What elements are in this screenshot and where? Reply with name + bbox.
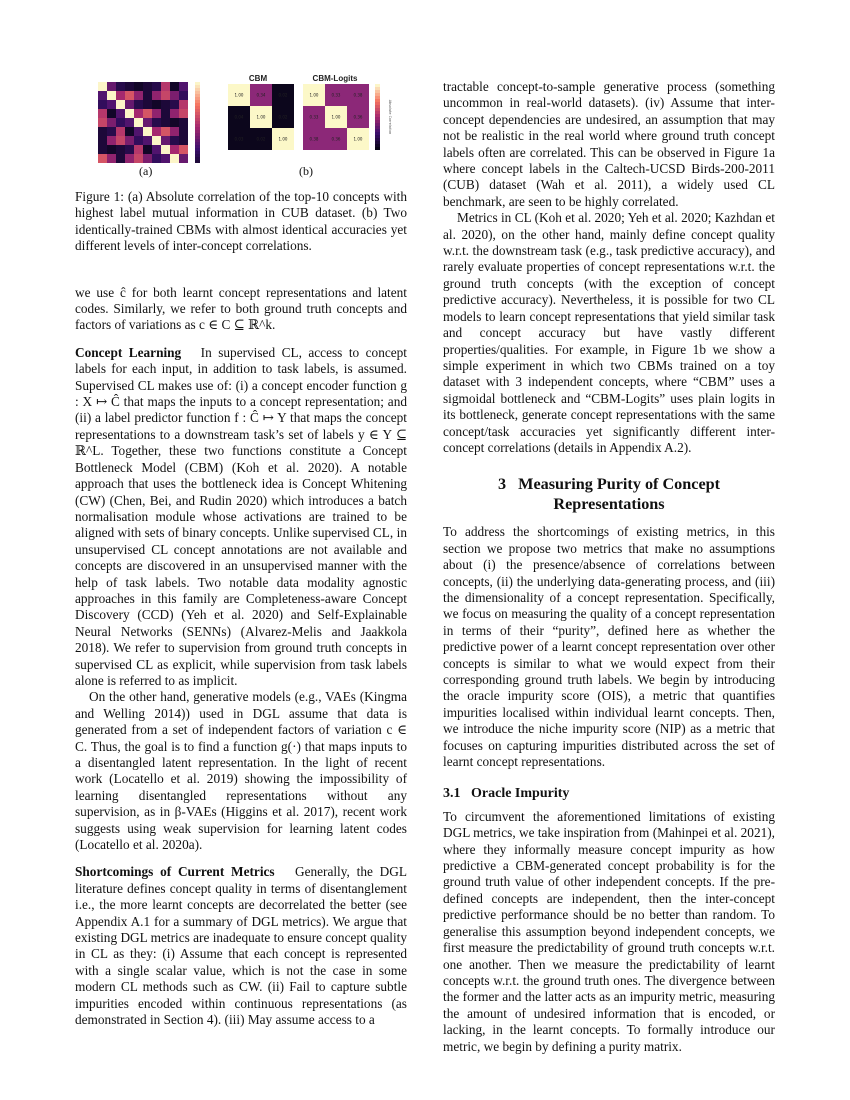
- heatmap-cell: [179, 100, 188, 109]
- heatmap-cell: [179, 136, 188, 145]
- concept-learning-body: In supervised CL, access to concept labels for each input, in addition to task labels, is assumed. Supervised CL makes use of: (i) a concept encoder function g : X ↦ Ĉ that maps the inputs to a concept representation; and (ii) a label predictor function f : Ĉ ↦ Y that maps the concept representations to a downstream task’s set of labels y ∈ Y ⊆ ℝ^L. Together, these two functions constitute a Concept Bottleneck Model (CBM) (Koh et al. 2020). A notable approach that uses the bottleneck idea is Concept Whitening (CW) (Chen, Bei, and Rudin 2020) which introduces a batch normalisation module whose activations are trained to be aligned with sets of binary concepts. Unlike supervised CL, in unsupervised CL concept annotations are not available and concepts are discovered in an unsupervised manner with the help of task labels. Two notable data modality agnostic approaches in this family are Completeness-aware Concept Discovery (CCD) (Yeh et al. 2020) and Self-Explainable Neural Networks (SENNs) (Alvarez-Melis and Jaakkola 2018). We refer to supervision from ground truth concepts in supervised CL as explicit, while supervision from task labels alone is referred to as implicit.: [75, 344, 407, 688]
- colorbar-segment: [195, 145, 200, 148]
- heatmap-cell: [161, 154, 170, 163]
- heatmap-cell: [143, 118, 152, 127]
- heatmap-cell: [134, 118, 143, 127]
- colorbar-segment: [375, 84, 380, 87]
- colorbar-segment: [195, 157, 200, 160]
- colorbar-segment: [195, 106, 200, 109]
- heatmap-cell: [152, 100, 161, 109]
- figure-1-caption: Figure 1: (a) Absolute correlation of the top-10 concepts with highest label mutual information in CUB dataset. (b) Two identically-trained CBMs with almost identical accuracies yet different levels of inter-concept correlations.: [75, 189, 407, 254]
- section-number: 3: [497, 475, 507, 494]
- matrix-value: 1.00: [256, 114, 266, 120]
- heatmap-cell: [134, 127, 143, 136]
- heatmap-cell: [116, 82, 125, 91]
- subsection-title: Oracle Impurity: [471, 786, 570, 802]
- matrix-value: 0.36: [331, 136, 341, 142]
- concept-learning-heading: Concept Learning: [75, 344, 182, 360]
- matrix-value: 0.36: [353, 114, 363, 120]
- heatmap-cell: [161, 82, 170, 91]
- matrix-value: 0.33: [309, 114, 319, 120]
- colorbar-segment: [375, 132, 380, 135]
- colorbar-segment: [195, 109, 200, 112]
- heatmap-cell: [98, 154, 107, 163]
- heatmap-cell: [116, 118, 125, 127]
- colorbar-segment: [195, 91, 200, 94]
- shortcomings-heading: Shortcomings of Current Metrics: [75, 864, 275, 880]
- heatmap-cell: [161, 145, 170, 154]
- heatmap-cell: [179, 109, 188, 118]
- figure-1b-matrices: [223, 73, 393, 159]
- heatmap-cell: [152, 127, 161, 136]
- heatmap-cell: [116, 109, 125, 118]
- heatmap-cell: [143, 127, 152, 136]
- heatmap-cell: [134, 100, 143, 109]
- heatmap-cell: [134, 91, 143, 100]
- matrix-value: 1.00: [353, 136, 363, 142]
- heatmap-cell: [170, 91, 179, 100]
- matrix-value: 1.00: [278, 136, 288, 142]
- heatmap-cell: [125, 82, 134, 91]
- heatmap-cell: [116, 136, 125, 145]
- colorbar-segment: [375, 123, 380, 126]
- matrix-value: 0.03: [234, 136, 244, 142]
- figure-1: [75, 74, 407, 178]
- left-column: [75, 74, 407, 1029]
- paragraph-assumptions: tractable concept-to-sample generative process (something uncommon in real-world datasets). (iv) Assume that inter-concept dependencies are undesired, an assumption that may not be realistic in the real world where ground truth concept labels often are correlated. This can be observed in Figure 1a where concept labels in the Caltech-UCSD Birds-200-2011 (CUB) dataset (Wah et al. 2011), a widely used CL benchmark, are seen to be highly correlated.: [443, 79, 775, 209]
- heatmap-cell: [152, 118, 161, 127]
- matrix-value: 0.34: [256, 92, 266, 98]
- colorbar-segment: [375, 111, 380, 114]
- heatmap-cell: [107, 91, 116, 100]
- colorbar-label: Absolute Correlation: [388, 99, 392, 135]
- heatmap-cell: [152, 109, 161, 118]
- paragraph-shortcomings: [75, 864, 407, 1028]
- colorbar-segment: [375, 108, 380, 111]
- shortcomings-body: Generally, the DGL literature defines concept quality in terms of disentanglement i.e., the more learnt concepts are decorrelated the better (see Appendix A.1 for a summary of DGL metrics). We argue that existing DGL metrics are inadequate to ensure concept quality in CL as they: (i) Assume that each concept is represented with a single scalar value, which is not the case in some modern CL methods such as CW. (ii) Fail to capture subtle impurities encoded within continuous representations (as demonstrated in Section 4). (iii) May assume access to a: [75, 864, 407, 1028]
- heatmap-cell: [143, 100, 152, 109]
- colorbar-segment: [375, 147, 380, 150]
- heatmap-cell: [143, 145, 152, 154]
- heatmap-cell: [170, 145, 179, 154]
- heatmap-cell: [152, 136, 161, 145]
- heatmap-cell: [161, 118, 170, 127]
- matrix-value: 0.02: [278, 92, 288, 98]
- colorbar-segment: [375, 120, 380, 123]
- heatmap-cell: [98, 145, 107, 154]
- heatmap-cell: [170, 118, 179, 127]
- paragraph-oracle-impurity: To circumvent the aforementioned limitations of existing DGL metrics, we take inspiration from (Mahinpei et al. 2021), where they informally measure concept impurity as how predictive a CBM-generated concept probability is for the ground truth value of other independent concepts. If the pre-defined concepts are independent, then the inter-concept predictive performance should be no better than random. To generalise this assumption beyond independent concepts, we first measure the predictability of ground truth concepts w.r.t. one another. Then we measure the predictability of learnt concepts w.r.t. the ground truth ones. The divergence between the former and the latter acts as an impurity metric, measuring the amount of undesired information that is encoded, or lacking, in the learnt concepts. To formally introduce our metric, we begin by defining a purity matrix.: [443, 808, 775, 1054]
- heatmap-cell: [125, 127, 134, 136]
- matrix-value: 0.38: [309, 136, 319, 142]
- colorbar-segment: [195, 118, 200, 121]
- heatmap-cell: [107, 127, 116, 136]
- matrix-value: 0.04: [234, 114, 244, 120]
- colorbar-segment: [375, 135, 380, 138]
- heatmap-cell: [125, 118, 134, 127]
- heatmap-cell: [125, 145, 134, 154]
- matrix-value: 0.38: [353, 92, 363, 98]
- colorbar-segment: [375, 102, 380, 105]
- colorbar-segment: [375, 99, 380, 102]
- heatmap-cell: [116, 127, 125, 136]
- matrix-value: 1.00: [309, 92, 319, 98]
- cbm-title: CBM: [248, 74, 268, 83]
- heatmap-cell: [116, 145, 125, 154]
- heatmap-cell: [161, 91, 170, 100]
- colorbar-segment: [375, 93, 380, 96]
- figure-1b-label: (b): [299, 164, 313, 178]
- section-3-heading: [443, 474, 775, 514]
- colorbar-segment: [195, 112, 200, 115]
- heatmap-cell: [179, 91, 188, 100]
- heatmap-cell: [134, 154, 143, 163]
- paragraph-purity-intro: To address the shortcomings of existing metrics, in this section we propose two metrics that make no assumptions about (i) the presence/absence of correlations between concepts, (ii) the underlying data-generating process, and (iii) the dimensionality of a concept representation. Specifically, we focus on measuring the quality of a concept representation in terms of their “purity”, defined here as whether the predictive power of a learnt concept representation over other concepts is similar to what we would expect from their corresponding ground truth labels. We begin by introducing the oracle impurity score (OIS), a metric that quantifies impurities localised within individual learnt concepts. Then, we introduce the niche impurity score (NIP) as a metric that focuses on capturing impurities distributed across the set of learnt concept representations.: [443, 524, 775, 770]
- heatmap-cell: [143, 82, 152, 91]
- colorbar-segment: [195, 97, 200, 100]
- colorbar-segment: [375, 126, 380, 129]
- heatmap-cell: [134, 82, 143, 91]
- matrix-value: 0.02: [278, 114, 288, 120]
- cbm-logits-title: CBM-Logits: [312, 74, 358, 83]
- colorbar-segment: [195, 130, 200, 133]
- colorbar-segment: [195, 127, 200, 130]
- colorbar-segment: [375, 138, 380, 141]
- colorbar-segment: [195, 142, 200, 145]
- matrix-value: 1.00: [331, 114, 341, 120]
- matrix-value: 1.00: [234, 92, 244, 98]
- colorbar-segment: [195, 82, 200, 85]
- heatmap-cell: [179, 127, 188, 136]
- heatmap-cell: [179, 82, 188, 91]
- heatmap-cell: [125, 109, 134, 118]
- heatmap-cell: [116, 91, 125, 100]
- colorbar-segment: [375, 105, 380, 108]
- colorbar-segment: [195, 115, 200, 118]
- heatmap-cell: [179, 154, 188, 163]
- heatmap-cell: [152, 82, 161, 91]
- heatmap-cell: [170, 127, 179, 136]
- matrix-value: 0.02: [256, 136, 266, 142]
- subsection-3-1-heading: [443, 786, 775, 802]
- heatmap-cell: [125, 91, 134, 100]
- colorbar-segment: [195, 103, 200, 106]
- heatmap-cell: [107, 118, 116, 127]
- figure-1a-label: (a): [139, 164, 153, 178]
- colorbar-segment: [195, 85, 200, 88]
- section-title-line1: Measuring Purity of Concept: [518, 475, 721, 494]
- heatmap-cell: [98, 109, 107, 118]
- heatmap-cell: [116, 154, 125, 163]
- heatmap-cell: [125, 136, 134, 145]
- colorbar-segment: [195, 148, 200, 151]
- heatmap-cell: [98, 100, 107, 109]
- colorbar-segment: [195, 139, 200, 142]
- heatmap-cell: [125, 154, 134, 163]
- matrix-value: 0.33: [331, 92, 341, 98]
- heatmap-cell: [170, 100, 179, 109]
- heatmap-cell: [152, 145, 161, 154]
- heatmap-cell: [161, 109, 170, 118]
- heatmap-cell: [98, 91, 107, 100]
- heatmap-cell: [107, 154, 116, 163]
- heatmap-cell: [143, 136, 152, 145]
- heatmap-cell: [170, 136, 179, 145]
- heatmap-cell: [152, 154, 161, 163]
- paragraph-notation: we use ĉ for both learnt concept representations and latent codes. Similarly, we refer to both ground truth concepts and factors of variations as c ∈ C ⊆ ℝ^k.: [75, 284, 407, 333]
- colorbar-segment: [375, 90, 380, 93]
- colorbar-segment: [195, 100, 200, 103]
- heatmap-cell: [161, 127, 170, 136]
- paragraph-cl-metrics: Metrics in CL (Koh et al. 2020; Yeh et al. 2020; Kazhdan et al. 2020), on the other hand, mainly define concept quality w.r.t. the downstream task (e.g., task predictive accuracy), and rarely evaluate properties of concept representations w.r.t. the ground truth concepts (with the exception of concept predictive accuracy). Nevertheless, it is possible for two CL models to learn concept representations that yield similar task and concept accuracy but have vastly different properties/qualities. For example, in Figure 1b we show a simple experiment in which two CBMs trained on a toy dataset with 3 independent concepts, where “CBM” uses a sigmoidal bottleneck and “CBM-Logits” uses plain logits in its bottleneck, generate concept representations with the same concept/task accuracies yet significantly different inter-concept correlations (details in Appendix A.2).: [443, 210, 775, 455]
- colorbar-segment: [195, 136, 200, 139]
- colorbar-segment: [375, 144, 380, 147]
- heatmap-cell: [170, 109, 179, 118]
- heatmap-cell: [98, 118, 107, 127]
- section-title-line2: Representations: [553, 495, 665, 514]
- colorbar-segment: [375, 141, 380, 144]
- colorbar-segment: [195, 160, 200, 163]
- heatmap-cell: [134, 145, 143, 154]
- heatmap-cell: [152, 91, 161, 100]
- colorbar-segment: [195, 154, 200, 157]
- heatmap-cell: [134, 109, 143, 118]
- figure-1a-heatmap: [83, 77, 213, 163]
- colorbar-segment: [195, 124, 200, 127]
- colorbar-segment: [375, 87, 380, 90]
- heatmap-cell: [143, 154, 152, 163]
- heatmap-cell: [134, 136, 143, 145]
- heatmap-cell: [143, 109, 152, 118]
- heatmap-cell: [125, 100, 134, 109]
- heatmap-cell: [107, 100, 116, 109]
- colorbar-segment: [195, 151, 200, 154]
- colorbar-segment: [375, 114, 380, 117]
- heatmap-cell: [170, 154, 179, 163]
- colorbar-segment: [195, 121, 200, 124]
- heatmap-cell: [161, 136, 170, 145]
- colorbar-segment: [195, 88, 200, 91]
- heatmap-cell: [107, 109, 116, 118]
- colorbar-segment: [195, 133, 200, 136]
- heatmap-cell: [98, 82, 107, 91]
- paragraph-generative-models: On the other hand, generative models (e.g., VAEs (Kingma and Welling 2014)) used in DGL assume that data is generated from a set of independent factors of variation c ∈ C. Thus, the goal is to find a function g(·) that maps inputs to a disentangled latent representation. In the light of recent work (Locatello et al. 2019) showing the impossibility of learning disentangled representations without any supervision, as in β-VAEs (Higgins et al. 2017), recent work suggests using weak supervision for learning latent codes (Locatello et al. 2020a).: [75, 689, 407, 853]
- subsection-number: 3.1: [443, 786, 461, 802]
- heatmap-cell: [161, 100, 170, 109]
- heatmap-cell: [107, 136, 116, 145]
- heatmap-cell: [98, 136, 107, 145]
- heatmap-cell: [179, 145, 188, 154]
- heatmap-cell: [98, 127, 107, 136]
- heatmap-cell: [143, 91, 152, 100]
- colorbar-segment: [375, 129, 380, 132]
- heatmap-cell: [170, 82, 179, 91]
- colorbar-segment: [195, 94, 200, 97]
- heatmap-cell: [116, 100, 125, 109]
- paragraph-concept-learning: [75, 345, 407, 690]
- heatmap-cell: [107, 82, 116, 91]
- right-column: [443, 79, 775, 1055]
- heatmap-cell: [107, 145, 116, 154]
- heatmap-cell: [179, 118, 188, 127]
- colorbar-segment: [375, 117, 380, 120]
- colorbar-segment: [375, 96, 380, 99]
